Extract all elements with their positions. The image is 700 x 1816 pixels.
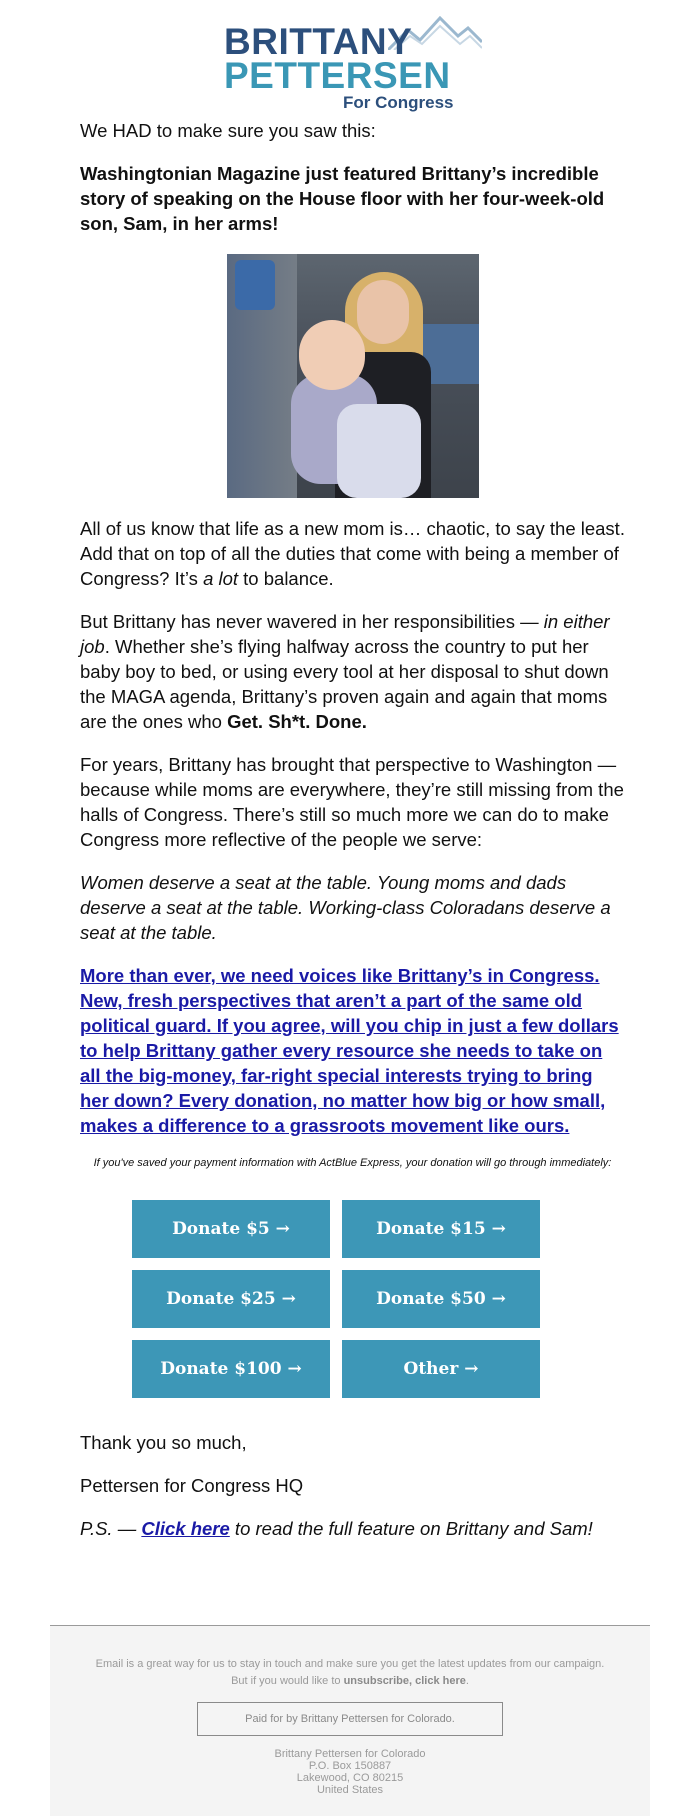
paragraph-1	[80, 516, 625, 591]
logo-line-3: For Congress	[343, 93, 454, 112]
footer-line-1: Email is a great way for us to stay in touch and make sure you get the latest updates from our campaign.	[95, 1658, 605, 1670]
headline: Washingtonian Magazine just featured Brittany’s incredible story of speaking on the House floor with her four-week-old son, Sam, in her arms!	[80, 163, 605, 234]
feature-photo	[227, 254, 479, 498]
donate-25-button[interactable]: Donate $25 →	[132, 1270, 330, 1328]
logo-line-2: PETTERSEN	[224, 55, 451, 96]
donate-15-button[interactable]: Donate $15 →	[342, 1200, 540, 1258]
donate-50-button[interactable]: Donate $50 →	[342, 1270, 540, 1328]
unsubscribe-link[interactable]: unsubscribe, click here	[343, 1675, 466, 1687]
paragraph-2-text: But Brittany has never wavered in her responsibilities —	[80, 611, 544, 632]
address-line-4: United States	[316, 1784, 384, 1796]
paragraph-2-bold: Get. Sh*t. Done.	[227, 711, 367, 732]
paid-for-box: Paid for by Brittany Pettersen for Colorado.	[197, 1702, 503, 1736]
address-line-2: P.O. Box 150887	[308, 1760, 392, 1772]
paragraph-1-text: All of us know that life as a new mom is… chaotic, to say the least. Add that on top of all the duties that come with being a member of Congress? It’s	[80, 518, 625, 589]
postscript-prefix: P.S. —	[80, 1518, 142, 1539]
thanks-text: Thank you so much,	[80, 1432, 247, 1453]
paragraph-2	[80, 609, 625, 734]
email-body	[80, 118, 625, 1398]
paragraph-1-emphasis: a lot	[203, 568, 239, 589]
donate-5-button[interactable]: Donate $5 →	[132, 1200, 330, 1258]
footer-line-2-suffix: .	[465, 1675, 469, 1687]
actblue-express-note: If you've saved your payment information with ActBlue Express, your donation will go through immediately:	[93, 1157, 612, 1169]
donate-other-button[interactable]: Other →	[342, 1340, 540, 1398]
postscript-suffix: to read the full feature on Brittany and Sam!	[229, 1518, 593, 1539]
donation-ask-link[interactable]: More than ever, we need voices like Brittany’s in Congress. New, fresh perspectives that aren’t a part of the same old political guard. If you agree, will you chip in just a few dollars to help Brittany gather every resource she needs to take on all the big-money, far-right special interests trying to bring her down? Every donation, no matter how big or how small, makes a difference to a grassroots movement like ours.	[80, 965, 619, 1136]
campaign-logo	[0, 16, 700, 112]
paragraph-1-text-end: to balance.	[238, 568, 334, 589]
donation-ask	[80, 963, 625, 1138]
donate-button-grid	[132, 1200, 548, 1398]
footer	[50, 1625, 650, 1816]
address-line-3: Lakewood, CO 80215	[296, 1772, 404, 1784]
postscript-link[interactable]: Click here	[141, 1518, 230, 1539]
footer-line-2-prefix: But if you would like to	[231, 1675, 344, 1687]
postscript	[80, 1516, 625, 1541]
signature: Pettersen for Congress HQ	[80, 1475, 304, 1496]
intro-text: We HAD to make sure you saw this:	[80, 120, 376, 141]
paragraph-3: For years, Brittany has brought that perspective to Washington — because while moms are everywhere, they’re still missing from the halls of Congress. There’s still so much more we can do to make Congress more reflective of the people we serve:	[80, 754, 624, 850]
address-line-1: Brittany Pettersen for Colorado	[274, 1748, 426, 1760]
quote: Women deserve a seat at the table. Young moms and dads deserve a seat at the table. Working-class Coloradans deserve a seat at the table.	[80, 872, 611, 943]
donate-100-button[interactable]: Donate $100 →	[132, 1340, 330, 1398]
paragraph-2-emphasis: in either job	[80, 611, 610, 657]
logo-line-1: BRITTANY	[224, 21, 413, 62]
footer-line-2	[50, 1673, 650, 1690]
paragraph-2-text-mid: . Whether she’s flying halfway across the country to put her baby boy to bed, or using every tool at her disposal to shut down the MAGA agenda, Brittany’s proven again and again that moms are the ones who	[80, 636, 609, 732]
